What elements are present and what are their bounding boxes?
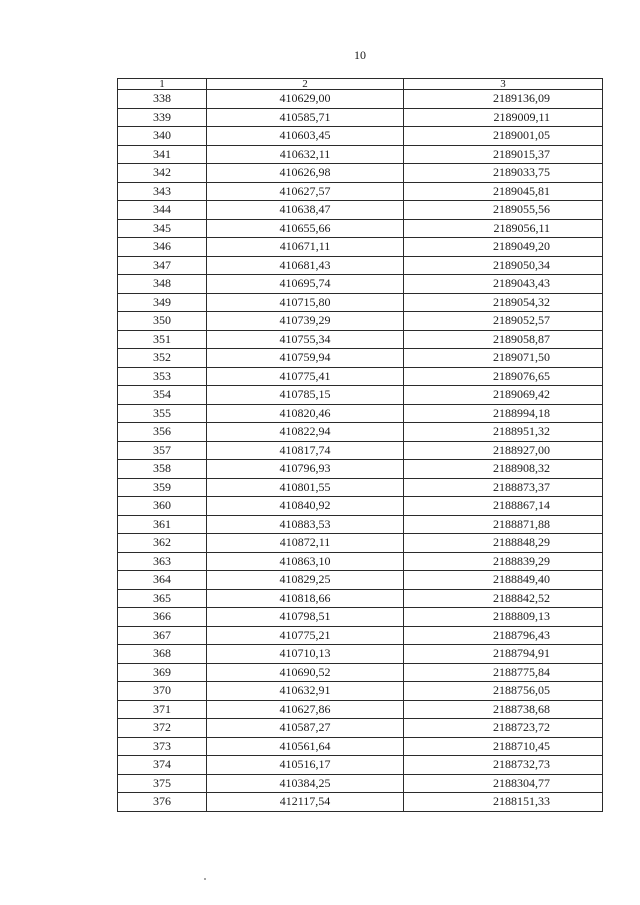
table-body — [118, 90, 603, 812]
point-number-cell: 345 — [118, 219, 207, 238]
x-coordinate-cell: 410715,80 — [207, 293, 404, 312]
point-number-cell: 361 — [118, 515, 207, 534]
y-coordinate-cell: 2189049,20 — [404, 238, 603, 257]
x-coordinate-cell: 410627,86 — [207, 700, 404, 719]
x-coordinate-cell: 410627,57 — [207, 182, 404, 201]
point-number-cell: 346 — [118, 238, 207, 257]
x-coordinate-cell: 410632,91 — [207, 682, 404, 701]
table-row — [118, 108, 603, 127]
x-coordinate-cell: 410759,94 — [207, 349, 404, 368]
table-row — [118, 534, 603, 553]
table-row — [118, 682, 603, 701]
table-row — [118, 626, 603, 645]
table-row — [118, 404, 603, 423]
x-coordinate-cell: 410829,25 — [207, 571, 404, 590]
x-coordinate-cell: 410690,52 — [207, 663, 404, 682]
table-row — [118, 127, 603, 146]
point-number-cell: 374 — [118, 756, 207, 775]
y-coordinate-cell: 2188794,91 — [404, 645, 603, 664]
x-coordinate-cell: 410863,10 — [207, 552, 404, 571]
table-row — [118, 312, 603, 331]
x-coordinate-cell: 410710,13 — [207, 645, 404, 664]
table-row — [118, 719, 603, 738]
x-coordinate-cell: 410695,74 — [207, 275, 404, 294]
y-coordinate-cell: 2188849,40 — [404, 571, 603, 590]
x-coordinate-cell: 410840,92 — [207, 497, 404, 516]
scan-speck — [204, 878, 206, 880]
y-coordinate-cell: 2188304,77 — [404, 774, 603, 793]
table-row — [118, 441, 603, 460]
x-coordinate-cell: 410775,21 — [207, 626, 404, 645]
y-coordinate-cell: 2189043,43 — [404, 275, 603, 294]
point-number-cell: 342 — [118, 164, 207, 183]
table-row — [118, 423, 603, 442]
point-number-cell: 349 — [118, 293, 207, 312]
table-row — [118, 293, 603, 312]
y-coordinate-cell: 2188710,45 — [404, 737, 603, 756]
point-number-cell: 350 — [118, 312, 207, 331]
point-number-cell: 351 — [118, 330, 207, 349]
table-row — [118, 478, 603, 497]
column-header-3: 3 — [404, 79, 603, 90]
x-coordinate-cell: 410739,29 — [207, 312, 404, 331]
table-row — [118, 145, 603, 164]
point-number-cell: 354 — [118, 386, 207, 405]
x-coordinate-cell: 410655,66 — [207, 219, 404, 238]
point-number-cell: 359 — [118, 478, 207, 497]
point-number-cell: 338 — [118, 90, 207, 109]
point-number-cell: 376 — [118, 793, 207, 812]
y-coordinate-cell: 2188871,88 — [404, 515, 603, 534]
point-number-cell: 340 — [118, 127, 207, 146]
y-coordinate-cell: 2188994,18 — [404, 404, 603, 423]
table-row — [118, 737, 603, 756]
y-coordinate-cell: 2188873,37 — [404, 478, 603, 497]
x-coordinate-cell: 410629,00 — [207, 90, 404, 109]
x-coordinate-cell: 410561,64 — [207, 737, 404, 756]
table-row — [118, 201, 603, 220]
x-coordinate-cell: 410755,34 — [207, 330, 404, 349]
table-header-row — [118, 79, 603, 90]
point-number-cell: 363 — [118, 552, 207, 571]
point-number-cell: 370 — [118, 682, 207, 701]
y-coordinate-cell: 2188908,32 — [404, 460, 603, 479]
table-row — [118, 219, 603, 238]
point-number-cell: 358 — [118, 460, 207, 479]
x-coordinate-cell: 410775,41 — [207, 367, 404, 386]
table-row — [118, 589, 603, 608]
coordinates-table — [117, 78, 603, 812]
x-coordinate-cell: 410822,94 — [207, 423, 404, 442]
y-coordinate-cell: 2188839,29 — [404, 552, 603, 571]
y-coordinate-cell: 2189054,32 — [404, 293, 603, 312]
y-coordinate-cell: 2189009,11 — [404, 108, 603, 127]
table-row — [118, 367, 603, 386]
table-row — [118, 164, 603, 183]
point-number-cell: 360 — [118, 497, 207, 516]
y-coordinate-cell: 2189055,56 — [404, 201, 603, 220]
point-number-cell: 357 — [118, 441, 207, 460]
x-coordinate-cell: 410796,93 — [207, 460, 404, 479]
table-row — [118, 774, 603, 793]
y-coordinate-cell: 2189045,81 — [404, 182, 603, 201]
y-coordinate-cell: 2188842,52 — [404, 589, 603, 608]
y-coordinate-cell: 2188775,84 — [404, 663, 603, 682]
y-coordinate-cell: 2188951,32 — [404, 423, 603, 442]
table-row — [118, 256, 603, 275]
table-row — [118, 552, 603, 571]
x-coordinate-cell: 410638,47 — [207, 201, 404, 220]
y-coordinate-cell: 2189033,75 — [404, 164, 603, 183]
y-coordinate-cell: 2188738,68 — [404, 700, 603, 719]
point-number-cell: 368 — [118, 645, 207, 664]
y-coordinate-cell: 2188756,05 — [404, 682, 603, 701]
y-coordinate-cell: 2189069,42 — [404, 386, 603, 405]
x-coordinate-cell: 410516,17 — [207, 756, 404, 775]
x-coordinate-cell: 410384,25 — [207, 774, 404, 793]
table-row — [118, 608, 603, 627]
table-row — [118, 460, 603, 479]
y-coordinate-cell: 2188723,72 — [404, 719, 603, 738]
y-coordinate-cell: 2188848,29 — [404, 534, 603, 553]
point-number-cell: 352 — [118, 349, 207, 368]
point-number-cell: 356 — [118, 423, 207, 442]
table-row — [118, 386, 603, 405]
y-coordinate-cell: 2189056,11 — [404, 219, 603, 238]
x-coordinate-cell: 410681,43 — [207, 256, 404, 275]
x-coordinate-cell: 410671,11 — [207, 238, 404, 257]
x-coordinate-cell: 410785,15 — [207, 386, 404, 405]
table-row — [118, 793, 603, 812]
point-number-cell: 365 — [118, 589, 207, 608]
table-row — [118, 182, 603, 201]
table-row — [118, 645, 603, 664]
point-number-cell: 355 — [118, 404, 207, 423]
x-coordinate-cell: 410817,74 — [207, 441, 404, 460]
y-coordinate-cell: 2188732,73 — [404, 756, 603, 775]
x-coordinate-cell: 410818,66 — [207, 589, 404, 608]
point-number-cell: 348 — [118, 275, 207, 294]
point-number-cell: 375 — [118, 774, 207, 793]
x-coordinate-cell: 410603,45 — [207, 127, 404, 146]
table-row — [118, 515, 603, 534]
table-row — [118, 700, 603, 719]
column-header-2: 2 — [207, 79, 404, 90]
point-number-cell: 362 — [118, 534, 207, 553]
y-coordinate-cell: 2188809,13 — [404, 608, 603, 627]
y-coordinate-cell: 2189001,05 — [404, 127, 603, 146]
y-coordinate-cell: 2188927,00 — [404, 441, 603, 460]
point-number-cell: 367 — [118, 626, 207, 645]
point-number-cell: 372 — [118, 719, 207, 738]
point-number-cell: 347 — [118, 256, 207, 275]
table-row — [118, 497, 603, 516]
point-number-cell: 366 — [118, 608, 207, 627]
y-coordinate-cell: 2189071,50 — [404, 349, 603, 368]
y-coordinate-cell: 2189050,34 — [404, 256, 603, 275]
point-number-cell: 343 — [118, 182, 207, 201]
point-number-cell: 353 — [118, 367, 207, 386]
y-coordinate-cell: 2188796,43 — [404, 626, 603, 645]
point-number-cell: 369 — [118, 663, 207, 682]
table-row — [118, 275, 603, 294]
column-header-1: 1 — [118, 79, 207, 90]
y-coordinate-cell: 2188151,33 — [404, 793, 603, 812]
y-coordinate-cell: 2189052,57 — [404, 312, 603, 331]
page-number: 10 — [354, 48, 366, 62]
x-coordinate-cell: 410632,11 — [207, 145, 404, 164]
table-row — [118, 90, 603, 109]
point-number-cell: 339 — [118, 108, 207, 127]
x-coordinate-cell: 410587,27 — [207, 719, 404, 738]
table-row — [118, 349, 603, 368]
point-number-cell: 373 — [118, 737, 207, 756]
x-coordinate-cell: 410801,55 — [207, 478, 404, 497]
y-coordinate-cell: 2189136,09 — [404, 90, 603, 109]
x-coordinate-cell: 412117,54 — [207, 793, 404, 812]
y-coordinate-cell: 2189076,65 — [404, 367, 603, 386]
table-row — [118, 571, 603, 590]
point-number-cell: 371 — [118, 700, 207, 719]
x-coordinate-cell: 410626,98 — [207, 164, 404, 183]
y-coordinate-cell: 2189015,37 — [404, 145, 603, 164]
x-coordinate-cell: 410820,46 — [207, 404, 404, 423]
x-coordinate-cell: 410798,51 — [207, 608, 404, 627]
table-row — [118, 330, 603, 349]
x-coordinate-cell: 410585,71 — [207, 108, 404, 127]
x-coordinate-cell: 410872,11 — [207, 534, 404, 553]
point-number-cell: 344 — [118, 201, 207, 220]
table-row — [118, 663, 603, 682]
table-row — [118, 238, 603, 257]
table-row — [118, 756, 603, 775]
x-coordinate-cell: 410883,53 — [207, 515, 404, 534]
point-number-cell: 341 — [118, 145, 207, 164]
point-number-cell: 364 — [118, 571, 207, 590]
y-coordinate-cell: 2188867,14 — [404, 497, 603, 516]
y-coordinate-cell: 2189058,87 — [404, 330, 603, 349]
